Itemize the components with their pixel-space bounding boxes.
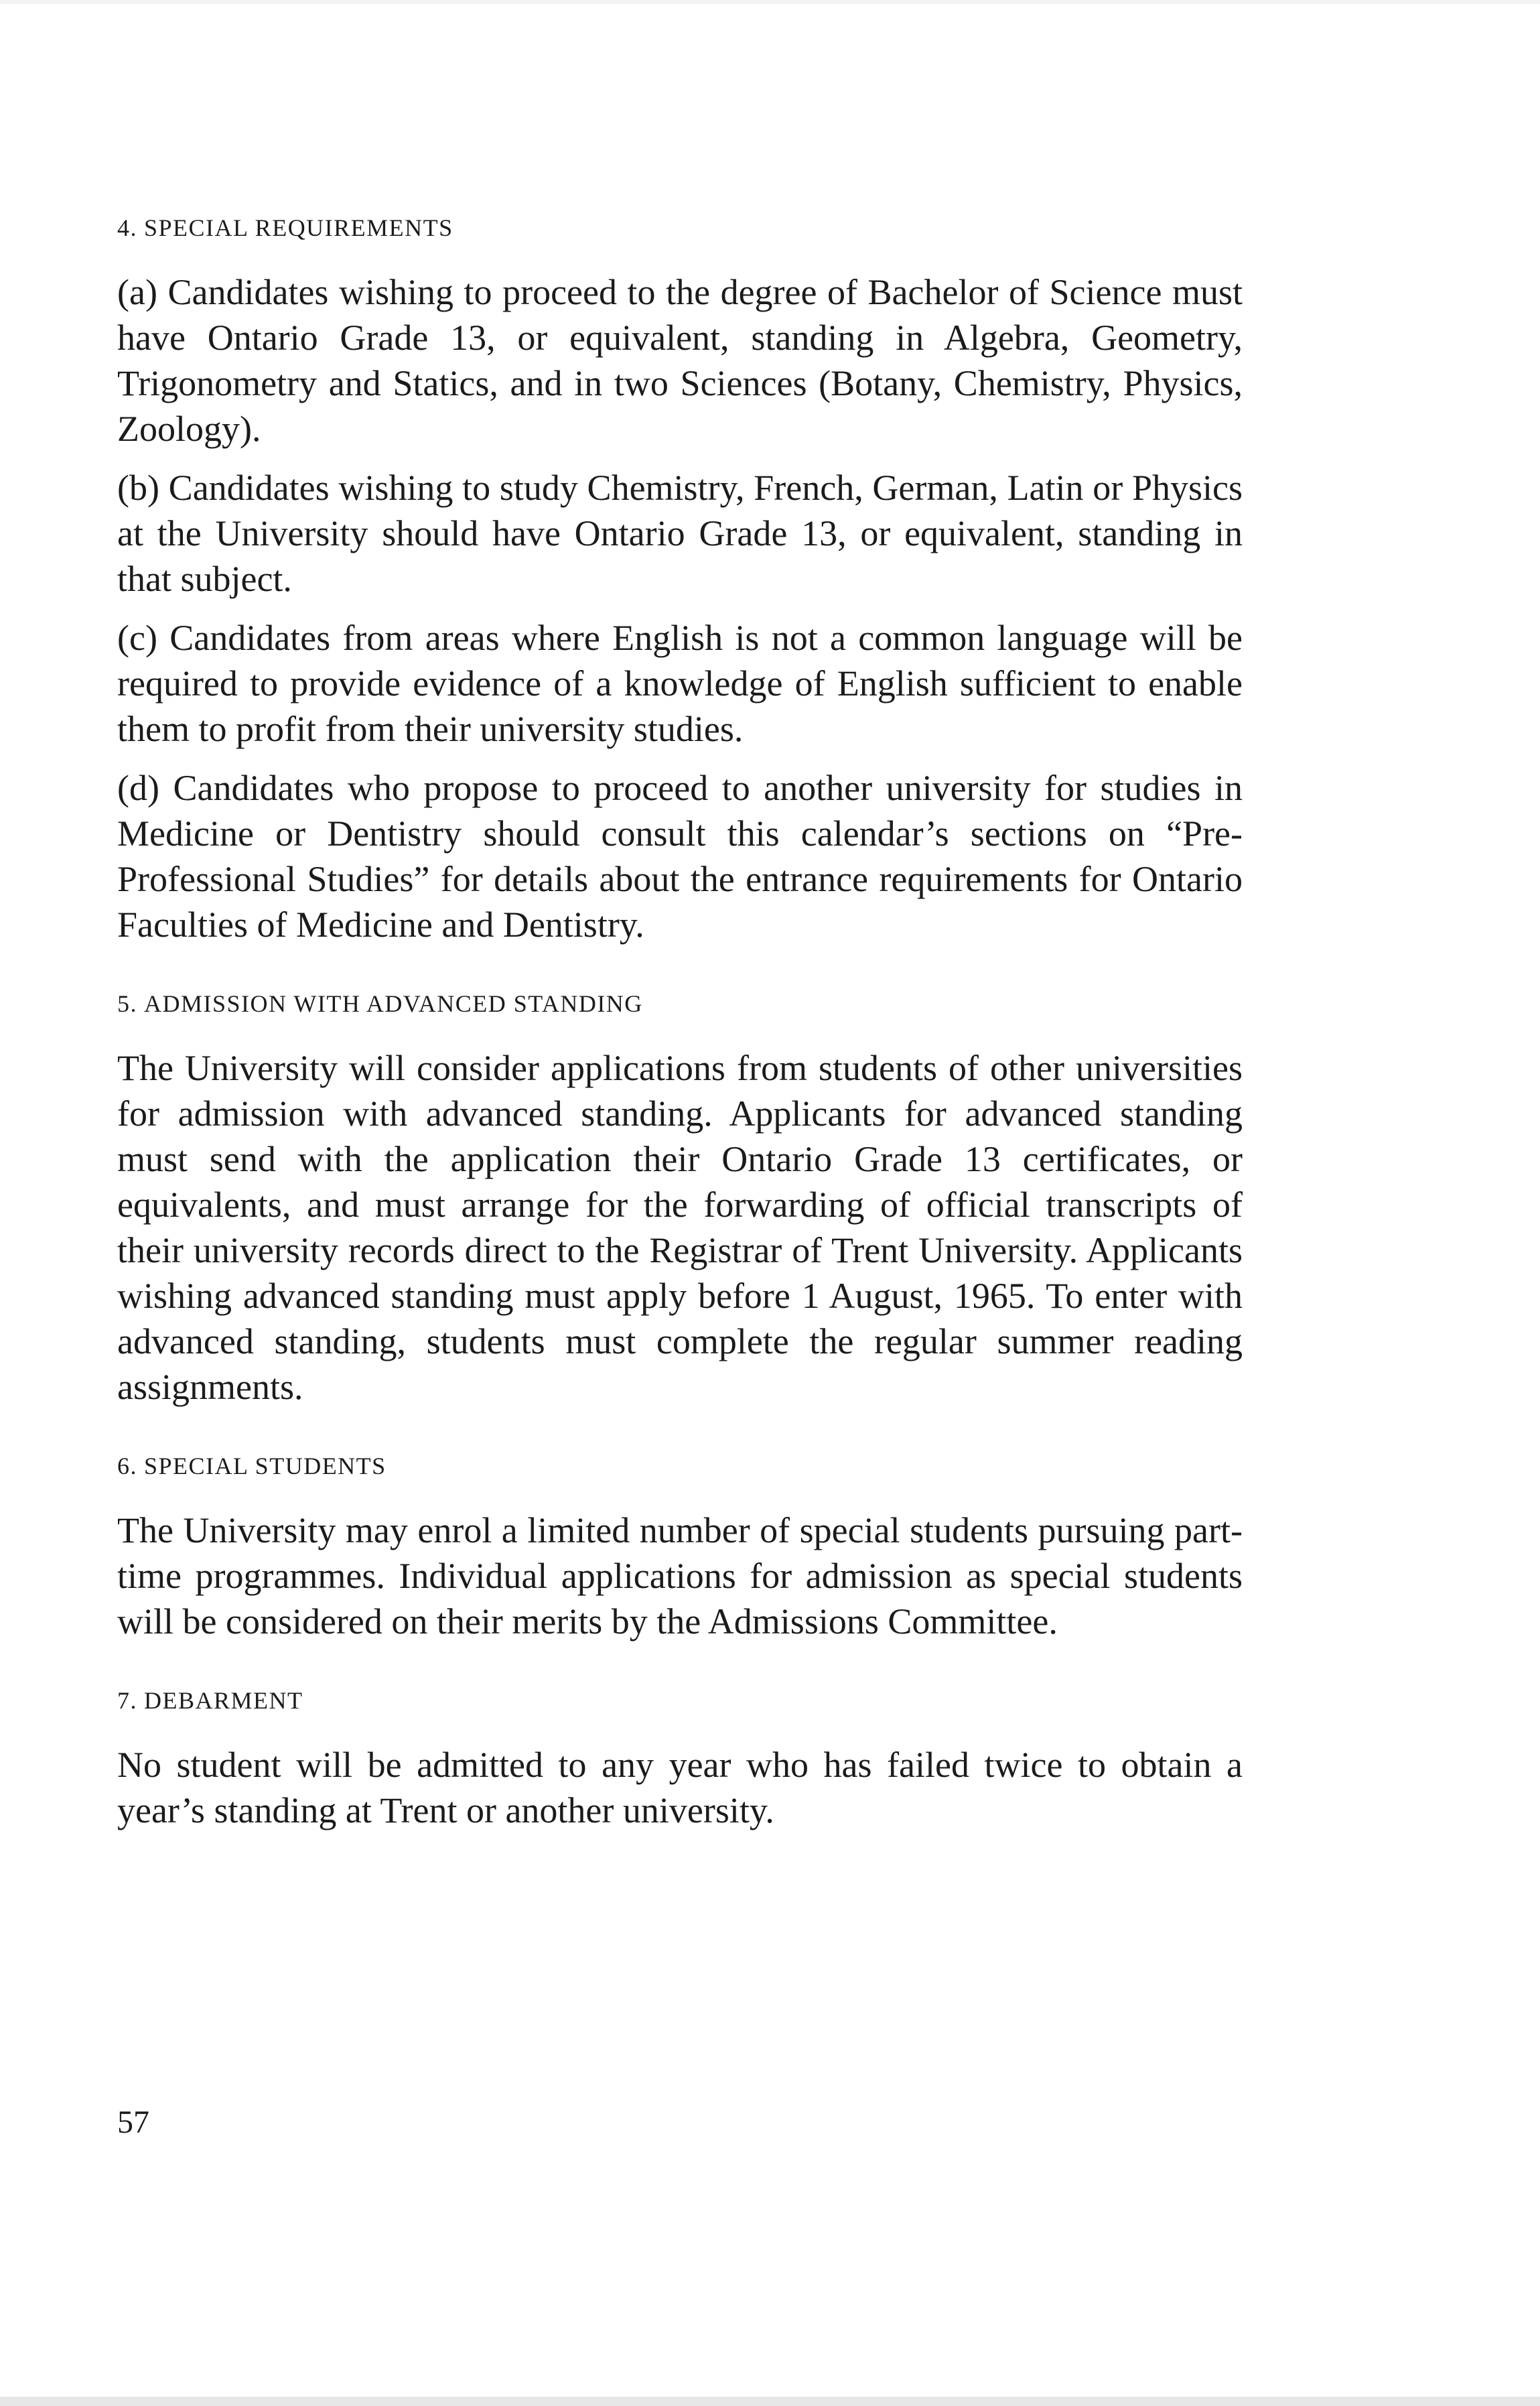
section-title: SPECIAL STUDENTS (144, 1453, 387, 1479)
section-admission-advanced-standing (117, 989, 1243, 1410)
section-number: 5. (117, 990, 137, 1017)
section-special-students (117, 1451, 1243, 1644)
section-number: 7. (117, 1687, 137, 1714)
section-number: 6. (117, 1453, 137, 1479)
paragraph: The University will consider applications from students of other universities for admission with advanced standing. Applicants for advanced standing must send with the application their Ontario Grade 13 certificates, or equivalents, and must arrange for the forwarding of official transcripts of their university records direct to the Registrar of Trent University. Applicants wishing advanced standing must apply before 1 August, 1965. To enter with advanced standing, students must complete the regular summer reading assignments. (117, 1048, 1243, 1407)
section-debarment (117, 1686, 1243, 1833)
section-heading (117, 213, 1243, 243)
section-heading (117, 1451, 1243, 1481)
paragraph-c: (c) Candidates from areas where English is not a common language will be required to provide evidence of a knowledge of English sufficient to enable them to profit from their university studies. (117, 618, 1243, 749)
paragraph: No student will be admitted to any year who has failed twice to obtain a year’s standing at Trent or another university. (117, 1745, 1243, 1830)
section-heading (117, 989, 1243, 1018)
section-title: ADMISSION WITH ADVANCED STANDING (144, 990, 643, 1017)
page-number: 57 (117, 2104, 149, 2140)
section-title: SPECIAL REQUIREMENTS (144, 214, 453, 241)
page-content (117, 213, 1243, 1847)
scan-edge-bottom (0, 2397, 1540, 2406)
section-heading (117, 1686, 1243, 1715)
section-title: DEBARMENT (144, 1687, 303, 1714)
section-special-requirements (117, 213, 1243, 947)
paragraph-b: (b) Candidates wishing to study Chemistry, French, German, Latin or Physics at the University should have Ontario Grade 13, or equivalent, standing in that subject. (117, 468, 1243, 599)
section-number: 4. (117, 214, 137, 241)
scan-edge-top (0, 0, 1540, 4)
paragraph: The University may enrol a limited number of special students pursuing part-time programmes. Individual applications for admission as special students will be considered on their merits by the Admissions Committee. (117, 1510, 1243, 1642)
paragraph-d: (d) Candidates who propose to proceed to another university for studies in Medicine or Dentistry should consult this calendar’s sections on “Pre-Professional Studies” for details about the entrance requirements for Ontario Faculties of Medicine and Dentistry. (117, 768, 1243, 945)
paragraph-a: (a) Candidates wishing to proceed to the degree of Bachelor of Science must have Ontario Grade 13, or equivalent, standing in Algebra, Geometry, Trigonometry and Statics, and in two Sciences (Botany, Chemistry, Physics, Zoology). (117, 272, 1243, 449)
